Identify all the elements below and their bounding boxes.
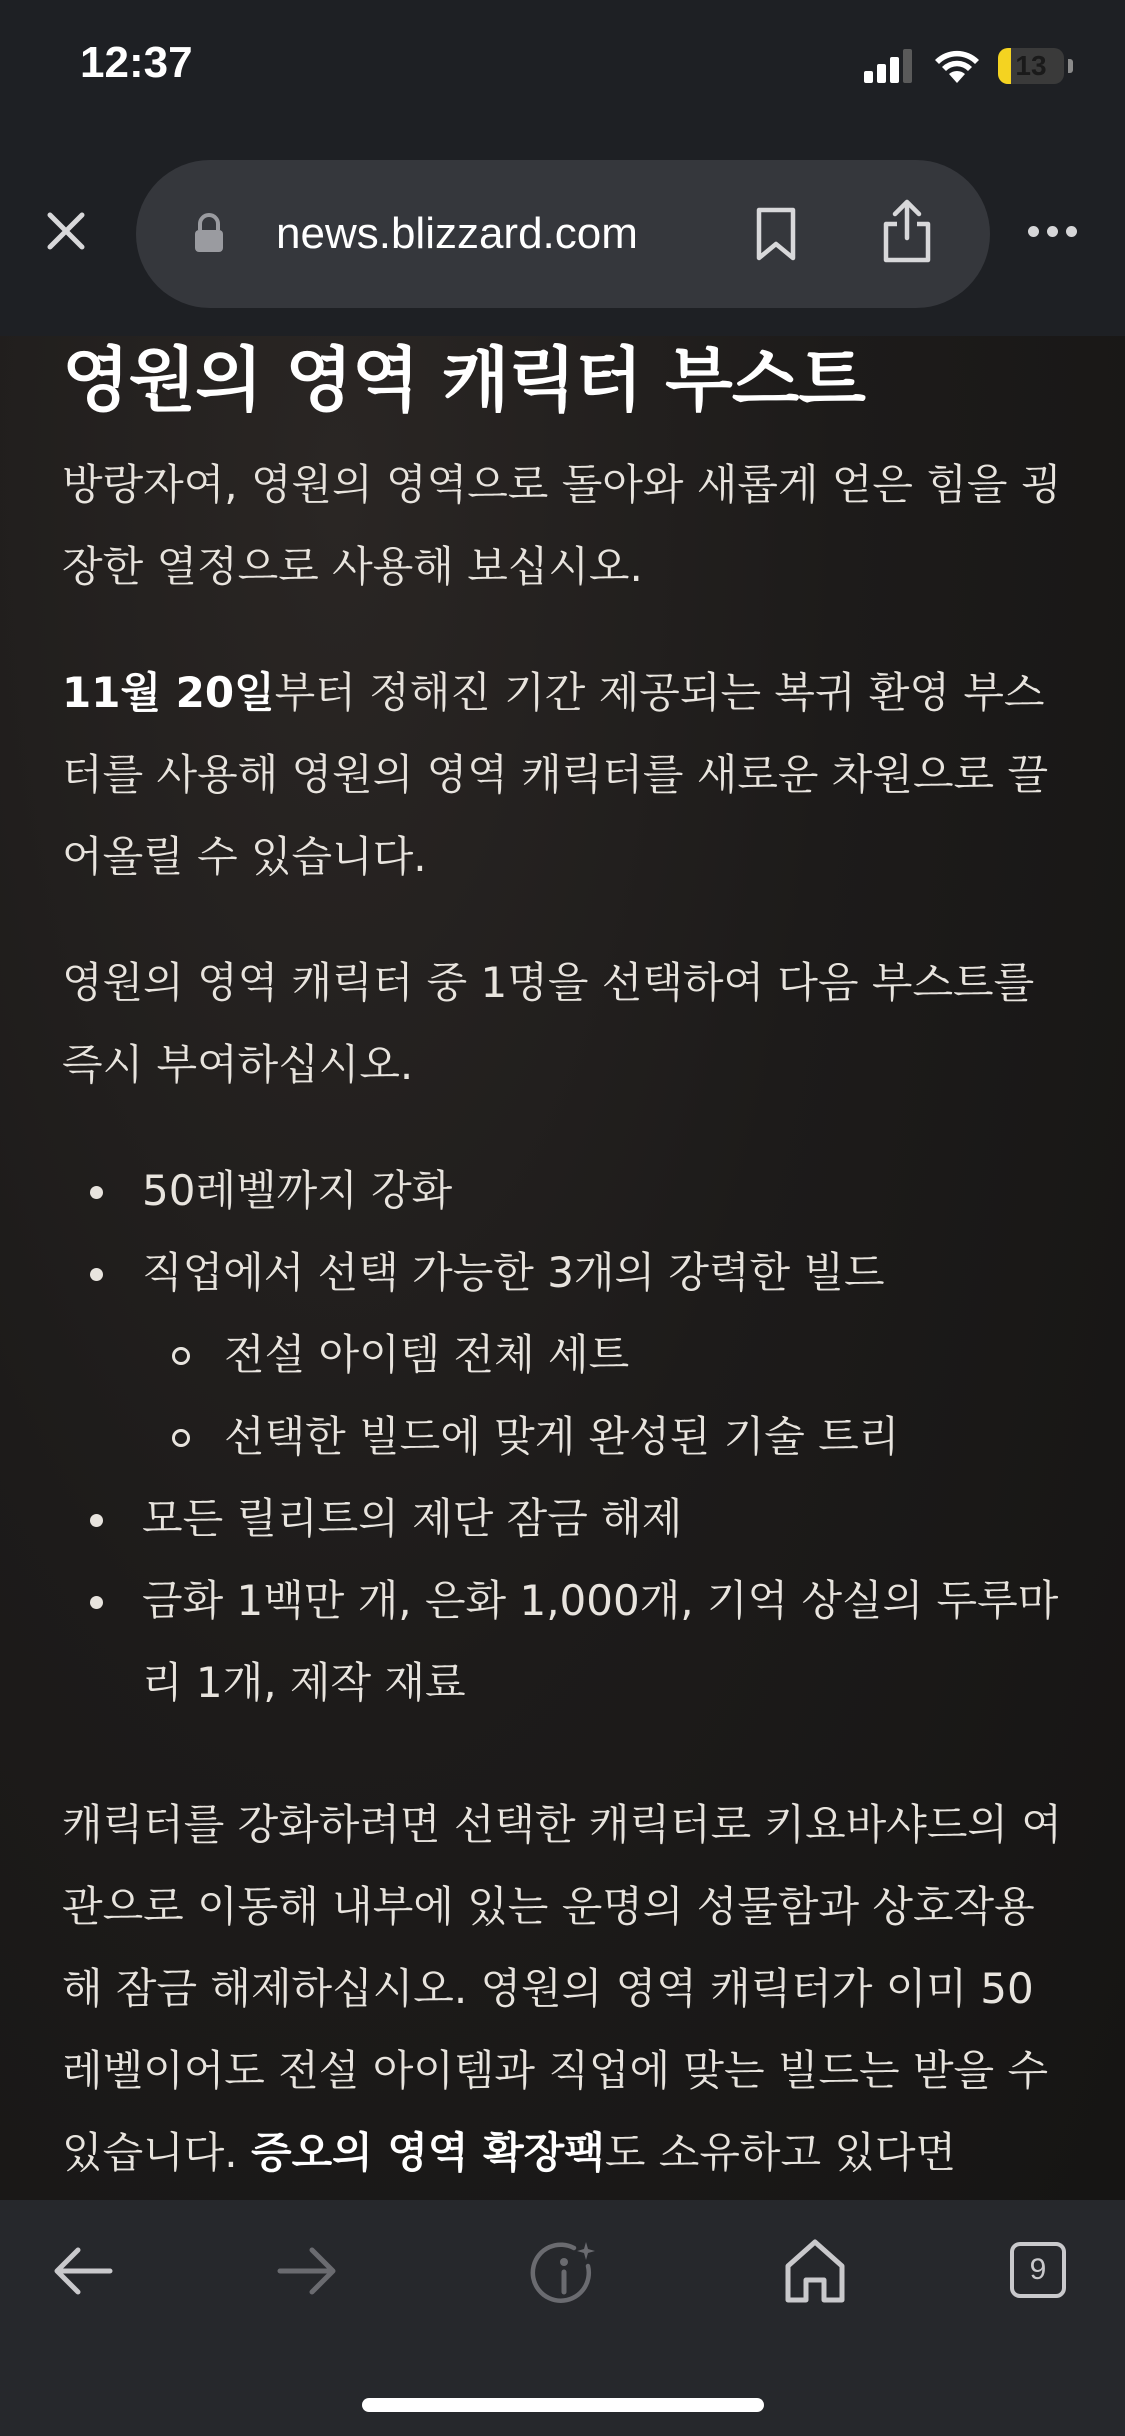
- intro-paragraph: 방랑자여, 영원의 영역으로 돌아와 새롭게 얻은 힘을 굉장한 열정으로 사용해 보십시오.: [62, 460, 1062, 591]
- url-text[interactable]: news.blizzard.com: [276, 209, 638, 258]
- bullet-icon: [90, 1186, 103, 1199]
- battery-level: 13: [1015, 50, 1047, 81]
- wifi-icon: [934, 49, 980, 83]
- select-paragraph: 영원의 영역 캐릭터 중 1명을 선택하여 다음 부스트를 즉시 부여하십시오.: [62, 958, 1035, 1089]
- tabs-button[interactable]: [1010, 2242, 1066, 2298]
- home-indicator[interactable]: [362, 2398, 764, 2412]
- sub-list-item: 선택한 빌드에 맞게 완성된 기술 트리: [62, 1396, 1063, 1478]
- list-item: 모든 릴리트의 제단 잠금 해제: [62, 1478, 1063, 1560]
- sub-bullet-icon: [172, 1429, 190, 1447]
- bullet-icon: [90, 1268, 103, 1281]
- date-paragraph: [62, 652, 1063, 898]
- more-options-icon[interactable]: [1028, 226, 1077, 237]
- date-paragraph-text: 부터 정해진 기간 제공되는 복귀 환영 부스터를 사용해 영원의 영역 캐릭터를 새로운 차원으로 끌어올릴 수 있습니다.: [62, 668, 1049, 881]
- list-item: 직업에서 선택 가능한 3개의 강력한 빌드: [62, 1232, 1063, 1314]
- expansion-highlight: 증오의 영역 확장팩: [251, 2128, 605, 2177]
- bullet-icon: [90, 1514, 103, 1527]
- battery-indicator: [998, 48, 1064, 84]
- bookmark-icon[interactable]: [754, 206, 798, 262]
- address-bar[interactable]: [136, 160, 990, 308]
- date-highlight: 11월 20일: [62, 668, 275, 717]
- back-arrow-icon[interactable]: [48, 2236, 118, 2306]
- final-paragraph: 캐릭터를 강화하려면 선택한 캐릭터로 키요바샤드의 여관으로 이동해 내부에 있는 운명의 성물함과 상호작용해 잠금 해제하십시오. 영원의 영역 캐릭터가 이미 50레벨이어도 전설 아이템과 직업에 맞는 빌드는 받을 수 있습니다. 증오의 영역 확장팩도 소유하고 있다면: [62, 1800, 1062, 2177]
- status-icons: [864, 46, 1073, 86]
- list-item: 금화 1백만 개, 은화 1,000개, 기억 상실의 두루마리 1개, 제작 재료: [62, 1560, 1063, 1724]
- page-info-icon[interactable]: [528, 2236, 604, 2312]
- lock-icon: [192, 212, 226, 254]
- battery-cap: [1068, 59, 1073, 73]
- close-icon[interactable]: [40, 205, 92, 257]
- article-body: [62, 320, 1063, 2238]
- bullet-icon: [90, 1596, 103, 1609]
- forward-arrow-icon[interactable]: [272, 2236, 342, 2306]
- article-title: 영원의 영역 캐릭터 부스트: [62, 339, 865, 421]
- tab-count: 9: [1029, 2253, 1047, 2286]
- boost-list: [62, 1150, 1063, 1724]
- home-icon[interactable]: [782, 2236, 848, 2306]
- list-item: 50레벨까지 강화: [62, 1150, 1063, 1232]
- sub-bullet-icon: [172, 1347, 190, 1365]
- browser-top-bar: [0, 0, 1125, 336]
- sub-list-item: 전설 아이템 전체 세트: [62, 1314, 1063, 1396]
- share-icon[interactable]: [880, 198, 934, 264]
- cellular-signal-icon: [864, 49, 916, 83]
- status-time: 12:37: [80, 38, 193, 87]
